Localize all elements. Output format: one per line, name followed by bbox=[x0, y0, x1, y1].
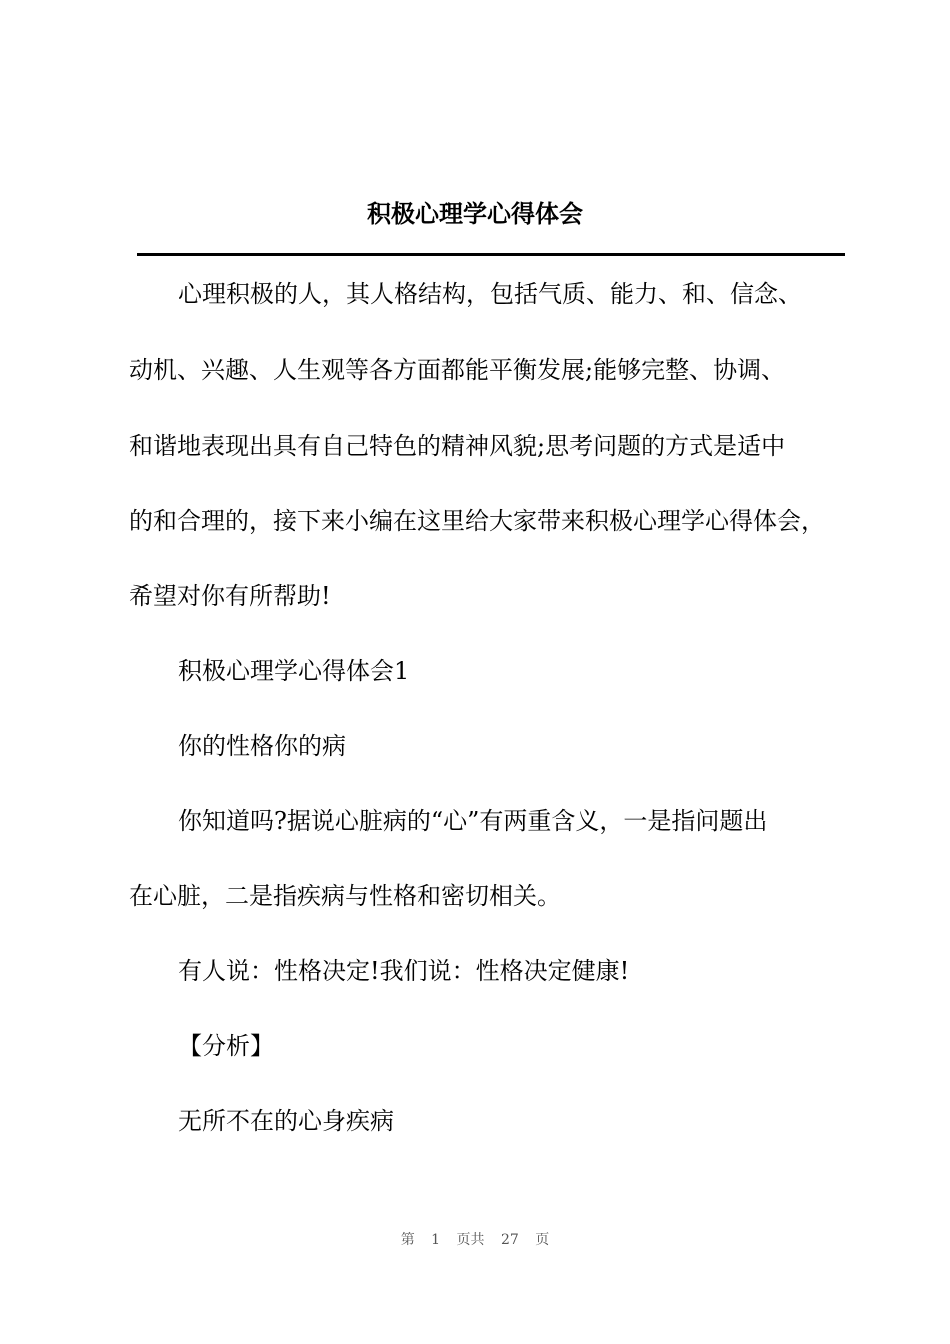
body-line: 的和合理的，接下来小编在这里给大家带来积极心理学心得体会， bbox=[129, 507, 825, 535]
body-line: 你知道吗?据说心脏病的“心”有两重含义，一是指问题出 bbox=[178, 807, 768, 835]
analysis-heading: 【分析】 bbox=[178, 1032, 274, 1060]
body-line: 和谐地表现出具有自己特色的精神风貌;思考问题的方式是适中 bbox=[129, 432, 786, 460]
body-line: 有人说：性格决定!我们说：性格决定健康! bbox=[178, 957, 630, 985]
document-title: 积极心理学心得体会 bbox=[367, 199, 583, 228]
section-heading: 积极心理学心得体会1 bbox=[178, 657, 410, 685]
body-line: 希望对你有所帮助! bbox=[129, 582, 331, 610]
body-line: 无所不在的心身疾病 bbox=[178, 1107, 394, 1135]
body-line: 心理积极的人，其人格结构，包括气质、能力、和、信念、 bbox=[178, 280, 802, 308]
body-line: 在心脏，二是指疾病与性格和密切相关。 bbox=[129, 882, 561, 910]
subsection-heading: 你的性格你的病 bbox=[178, 732, 346, 760]
title-underline bbox=[137, 253, 845, 256]
page-footer: 第 1 页共 27 页 bbox=[400, 1232, 550, 1248]
body-line: 动机、兴趣、人生观等各方面都能平衡发展;能够完整、协调、 bbox=[129, 356, 786, 384]
